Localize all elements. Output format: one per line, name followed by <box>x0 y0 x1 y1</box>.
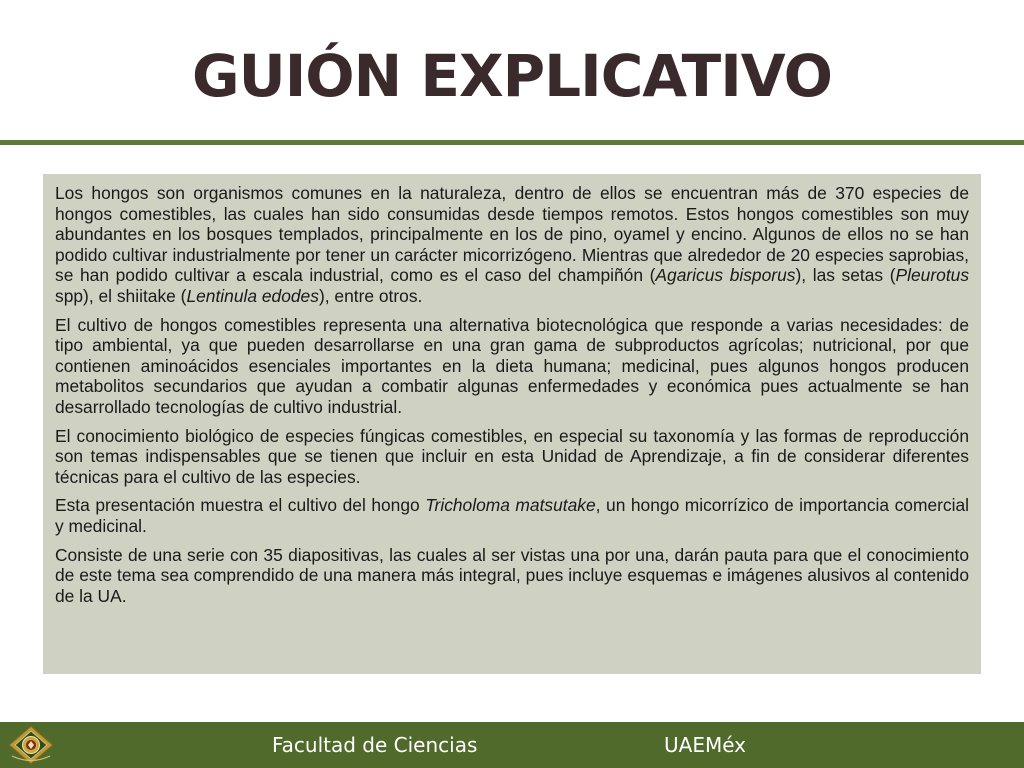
paragraph-5: Consiste de una serie con 35 diapositivas, las cuales al ser vistas una por una, darán pauta para que el conocimiento de este tema sea comprendido de una manera más integral, pues incluye esquemas e imágenes alusivos al contenido de la UA. <box>55 544 969 606</box>
species-agaricus: Agaricus bisporus <box>655 265 796 286</box>
species-lentinula: Lentinula edodes <box>186 285 319 306</box>
paragraph-1 <box>55 183 969 307</box>
slide-title: GUIÓN EXPLICATIVO <box>192 42 832 110</box>
text-box <box>43 174 981 674</box>
paragraph-4-text-b: , un hongo micorrízico de importancia comercial y medicinal. <box>55 495 969 536</box>
uaemex-seal-icon <box>6 725 56 765</box>
footer-bar <box>0 722 1024 768</box>
species-tricholoma: Tricholoma matsutake <box>425 495 596 516</box>
paragraph-4 <box>55 495 969 536</box>
footer-university-label: UAEMéx <box>664 733 747 757</box>
paragraph-1-text-b: ), las setas ( <box>795 265 896 286</box>
footer-faculty-label: Facultad de Ciencias <box>272 733 478 757</box>
paragraph-1-text-d: ), entre otros. <box>318 285 423 306</box>
species-pleurotus: Pleurotus <box>895 265 970 286</box>
paragraph-3: El conocimiento biológico de especies fúngicas comestibles, en especial su taxonomía y las formas de reproducción son temas indispensables que se tienen que incluir en esta Unidad de Aprendizaje, a fin de considerar diferentes técnicas para el cultivo de las especies. <box>55 425 969 487</box>
paragraph-1-text-c: spp), el shiitake ( <box>55 285 187 306</box>
title-divider <box>0 140 1024 145</box>
paragraph-2: El cultivo de hongos comestibles representa una alternativa biotecnológica que responde a varias necesidades: de tipo ambiental, ya que pueden desarrollarse en una gran gama de subproductos agrícolas; nutricional, por que contienen aminoácidos esenciales importantes en la dieta humana; medicinal, pues algunos hongos producen metabolitos secundarios que ayudan a combatir algunas enfermedades y económica pues actualmente se han desarrollado tecnologías de cultivo industrial. <box>55 314 969 417</box>
paragraph-4-text-a: Esta presentación muestra el cultivo del hongo <box>55 495 426 516</box>
paragraph-1-text-a: Los hongos son organismos comunes en la naturaleza, dentro de ellos se encuentran más de 370 especies de hongos comestibles, las cuales han sido consumidas desde tiempos remotos. Estos hongos comestibles son muy abundantes en los bosques templados, principalmente en los de pino, oyamel y encino. Algunos de ellos no se han podido cultivar industrialmente por tener un carácter micorrizógeno. Mientras que alrededor de 20 especies saprobias, se han podido cultivar a escala industrial, como es el caso del champiñón ( <box>55 183 969 286</box>
